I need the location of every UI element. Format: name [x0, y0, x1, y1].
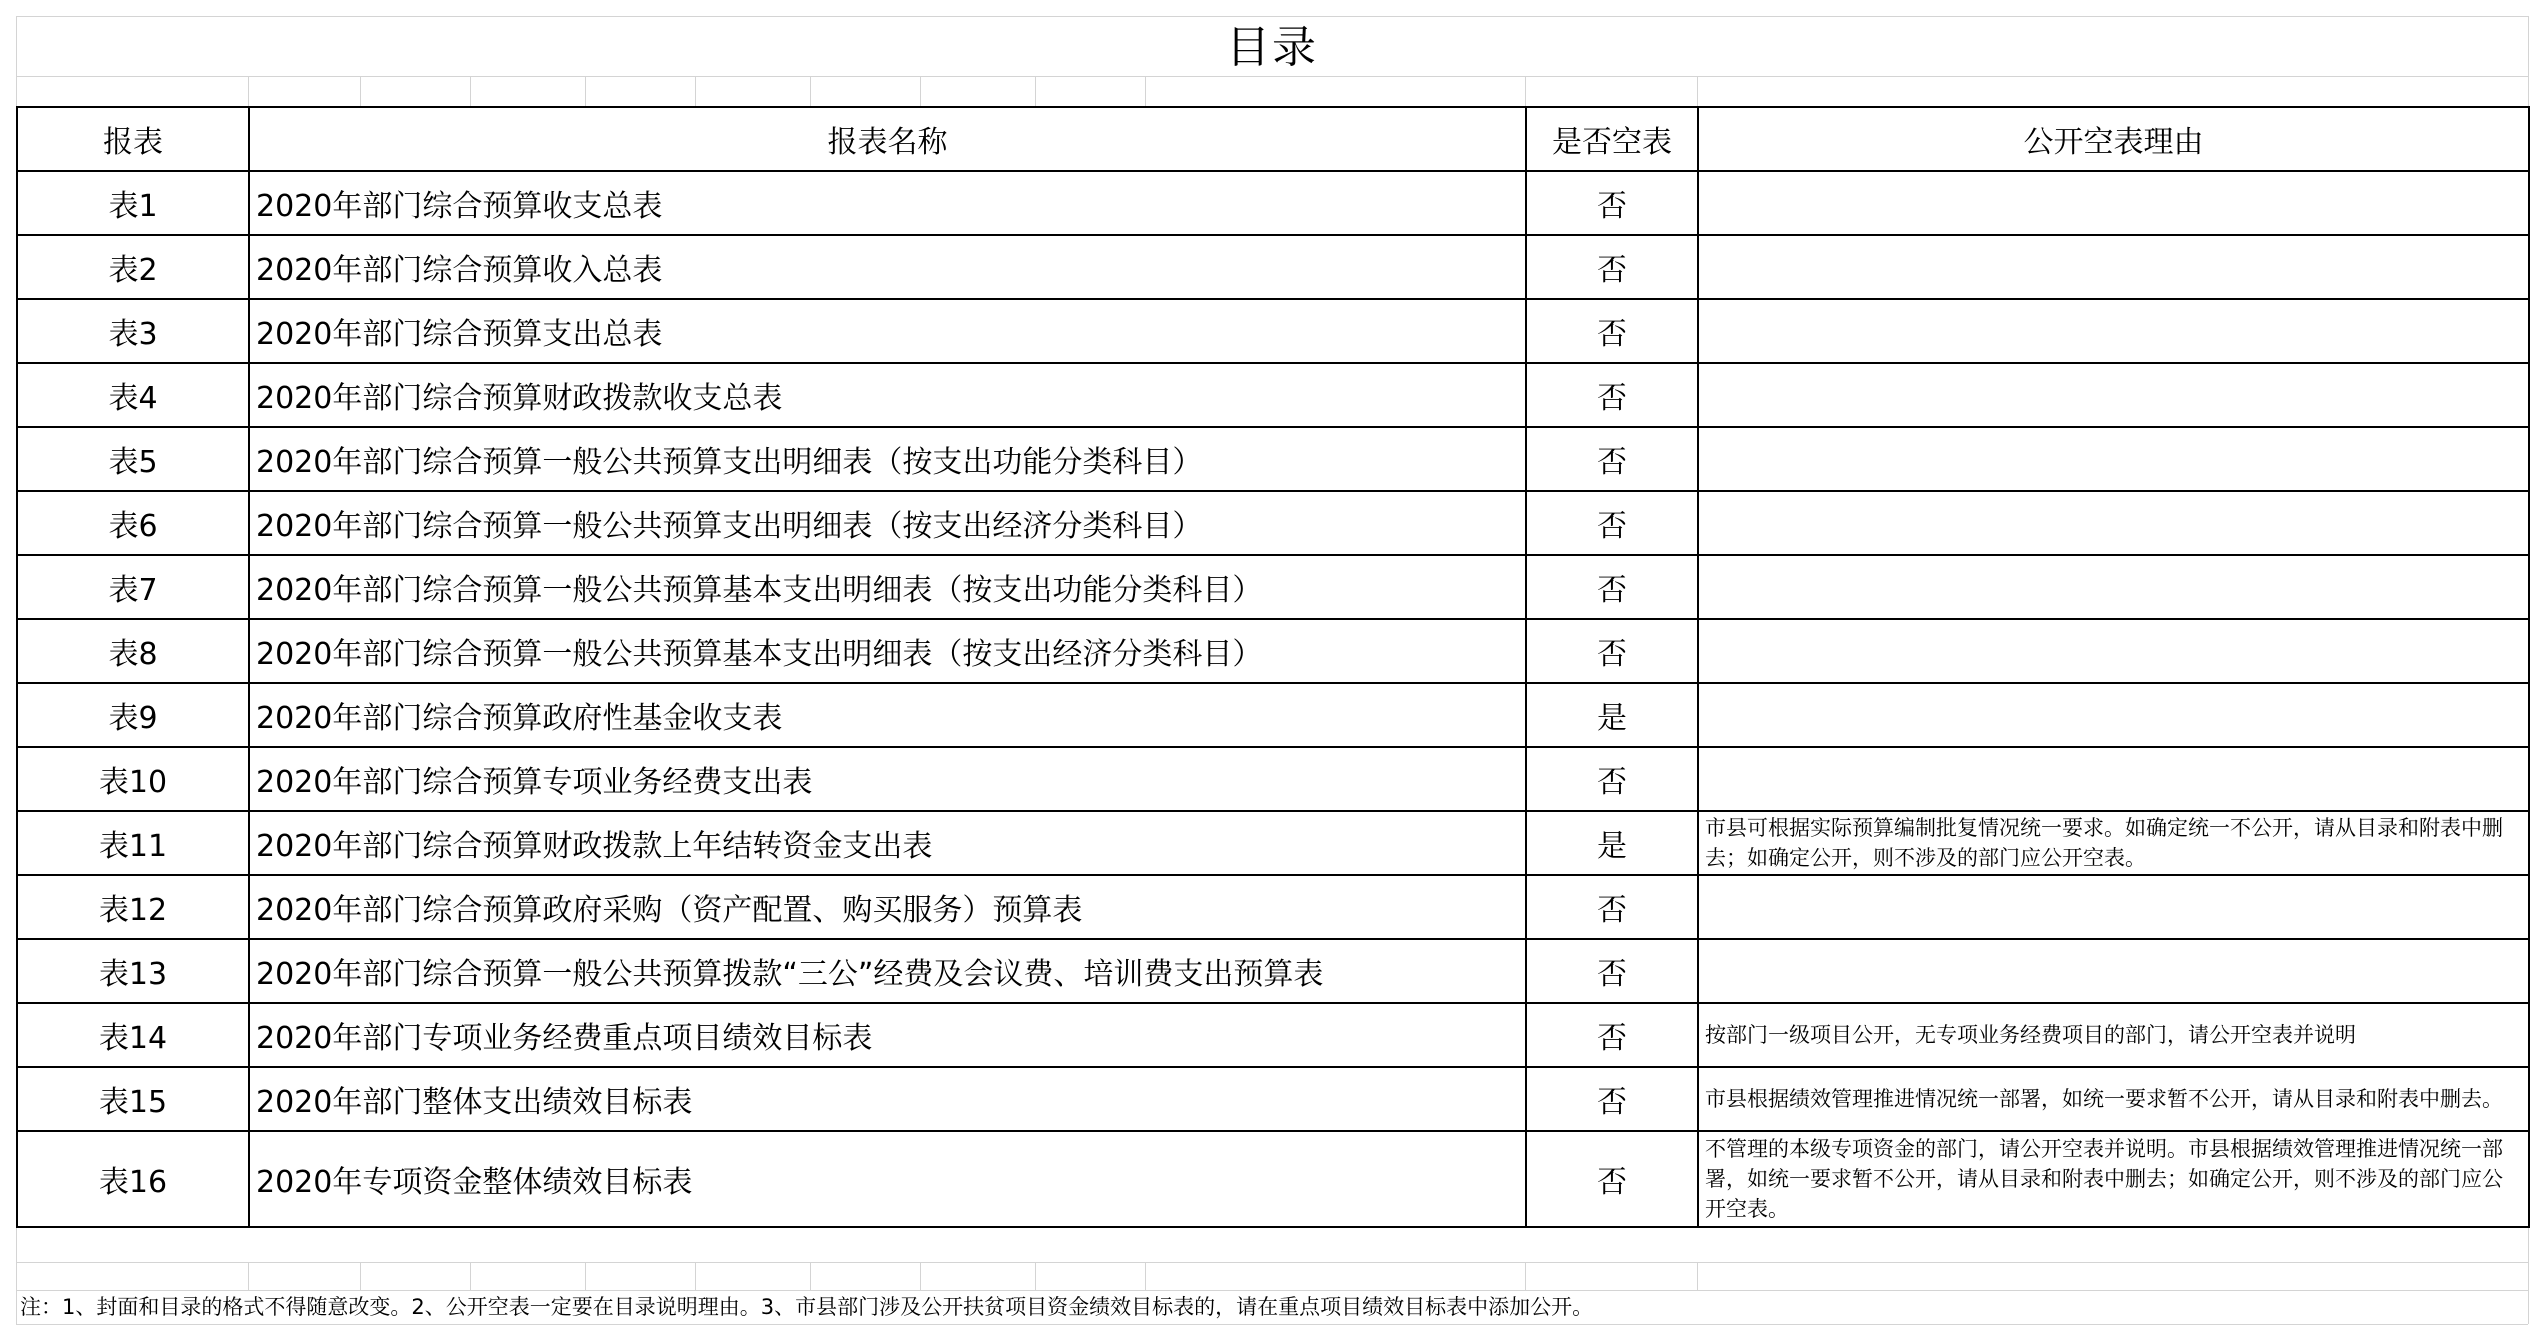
table-row — [17, 363, 2529, 427]
gridline — [360, 76, 361, 106]
report-id-cell[interactable]: 表1 — [17, 171, 249, 235]
gridline — [810, 76, 811, 106]
gridline — [360, 1262, 361, 1290]
report-id-cell[interactable]: 表14 — [17, 1003, 249, 1067]
gridline — [248, 1262, 249, 1290]
table-row — [17, 555, 2529, 619]
gridline — [1035, 76, 1036, 106]
gridline — [1035, 1262, 1036, 1290]
is-empty-cell[interactable]: 否 — [1526, 1003, 1698, 1067]
gridline — [1525, 1262, 1526, 1290]
table-row — [17, 1067, 2529, 1131]
report-name-cell[interactable]: 2020年部门综合预算财政拨款上年结转资金支出表 — [249, 811, 1526, 875]
reason-cell[interactable] — [1698, 491, 2529, 555]
report-id-cell[interactable]: 表11 — [17, 811, 249, 875]
reason-cell[interactable] — [1698, 555, 2529, 619]
gridline — [1145, 76, 1146, 106]
is-empty-cell[interactable]: 否 — [1526, 427, 1698, 491]
is-empty-cell[interactable]: 是 — [1526, 683, 1698, 747]
reason-cell[interactable]: 市县根据绩效管理推进情况统一部署，如统一要求暂不公开，请从目录和附表中删去。 — [1698, 1067, 2529, 1131]
reason-cell[interactable] — [1698, 427, 2529, 491]
report-name-cell[interactable]: 2020年部门综合预算政府采购（资产配置、购买服务）预算表 — [249, 875, 1526, 939]
is-empty-cell[interactable]: 否 — [1526, 363, 1698, 427]
reason-cell[interactable] — [1698, 235, 2529, 299]
table-row — [17, 939, 2529, 1003]
report-id-cell[interactable]: 表9 — [17, 683, 249, 747]
header-is-empty[interactable]: 是否空表 — [1526, 107, 1698, 171]
reason-cell[interactable] — [1698, 619, 2529, 683]
reason-cell[interactable] — [1698, 939, 2529, 1003]
reason-cell[interactable] — [1698, 747, 2529, 811]
reason-cell[interactable]: 按部门一级项目公开，无专项业务经费项目的部门，请公开空表并说明 — [1698, 1003, 2529, 1067]
report-id-cell[interactable]: 表12 — [17, 875, 249, 939]
is-empty-cell[interactable]: 是 — [1526, 811, 1698, 875]
gridline — [920, 76, 921, 106]
report-id-cell[interactable]: 表6 — [17, 491, 249, 555]
report-id-cell[interactable]: 表7 — [17, 555, 249, 619]
report-id-cell[interactable]: 表4 — [17, 363, 249, 427]
report-name-cell[interactable]: 2020年部门综合预算一般公共预算基本支出明细表（按支出经济分类科目） — [249, 619, 1526, 683]
report-name-cell[interactable]: 2020年部门综合预算收支总表 — [249, 171, 1526, 235]
is-empty-cell[interactable]: 否 — [1526, 747, 1698, 811]
gridline — [1145, 1262, 1146, 1290]
gridline — [810, 1262, 811, 1290]
table-row — [17, 235, 2529, 299]
report-id-cell[interactable]: 表13 — [17, 939, 249, 1003]
report-id-cell[interactable]: 表5 — [17, 427, 249, 491]
report-name-cell[interactable]: 2020年专项资金整体绩效目标表 — [249, 1131, 1526, 1227]
reason-cell[interactable] — [1698, 299, 2529, 363]
table-row — [17, 427, 2529, 491]
report-name-cell[interactable]: 2020年部门综合预算专项业务经费支出表 — [249, 747, 1526, 811]
report-id-cell[interactable]: 表15 — [17, 1067, 249, 1131]
gridline — [695, 1262, 696, 1290]
reason-cell[interactable] — [1698, 875, 2529, 939]
report-name-cell[interactable]: 2020年部门专项业务经费重点项目绩效目标表 — [249, 1003, 1526, 1067]
header-empty-reason[interactable]: 公开空表理由 — [1698, 107, 2529, 171]
table-row — [17, 299, 2529, 363]
report-name-cell[interactable]: 2020年部门综合预算政府性基金收支表 — [249, 683, 1526, 747]
is-empty-cell[interactable]: 否 — [1526, 171, 1698, 235]
gridline — [470, 76, 471, 106]
gridline — [470, 1262, 471, 1290]
header-report-name[interactable]: 报表名称 — [249, 107, 1526, 171]
report-name-cell[interactable]: 2020年部门综合预算支出总表 — [249, 299, 1526, 363]
table-row — [17, 747, 2529, 811]
is-empty-cell[interactable]: 否 — [1526, 299, 1698, 363]
reason-cell[interactable]: 市县可根据实际预算编制批复情况统一要求。如确定统一不公开，请从目录和附表中删去；如确定公开，则不涉及的部门应公开空表。 — [1698, 811, 2529, 875]
gridline — [16, 76, 2528, 77]
report-id-cell[interactable]: 表2 — [17, 235, 249, 299]
is-empty-cell[interactable]: 否 — [1526, 619, 1698, 683]
report-id-cell[interactable]: 表16 — [17, 1131, 249, 1227]
report-name-cell[interactable]: 2020年部门综合预算一般公共预算拨款“三公”经费及会议费、培训费支出预算表 — [249, 939, 1526, 1003]
page-title: 目录 — [1226, 22, 1318, 73]
header-report[interactable]: 报表 — [17, 107, 249, 171]
reason-cell[interactable] — [1698, 171, 2529, 235]
report-name-cell[interactable]: 2020年部门综合预算财政拨款收支总表 — [249, 363, 1526, 427]
is-empty-cell[interactable]: 否 — [1526, 1131, 1698, 1227]
reason-cell[interactable] — [1698, 363, 2529, 427]
report-id-cell[interactable]: 表8 — [17, 619, 249, 683]
table-row — [17, 171, 2529, 235]
table-row — [17, 811, 2529, 875]
gridline — [16, 1262, 2528, 1263]
report-id-cell[interactable]: 表3 — [17, 299, 249, 363]
reason-cell[interactable]: 不管理的本级专项资金的部门，请公开空表并说明。市县根据绩效管理推进情况统一部署，如统一要求暂不公开，请从目录和附表中删去；如确定公开，则不涉及的部门应公开空表。 — [1698, 1131, 2529, 1227]
table-row — [17, 619, 2529, 683]
is-empty-cell[interactable]: 否 — [1526, 555, 1698, 619]
table-row — [17, 1003, 2529, 1067]
reason-cell[interactable] — [1698, 683, 2529, 747]
gridline — [16, 1324, 2528, 1325]
is-empty-cell[interactable]: 否 — [1526, 1067, 1698, 1131]
gridline — [585, 1262, 586, 1290]
gridline — [248, 76, 249, 106]
gridline — [1697, 1262, 1698, 1290]
report-name-cell[interactable]: 2020年部门综合预算一般公共预算支出明细表（按支出经济分类科目） — [249, 491, 1526, 555]
footnote: 注：1、封面和目录的格式不得随意改变。2、公开空表一定要在目录说明理由。3、市县部门涉及公开扶贫项目资金绩效目标表的，请在重点项目绩效目标表中添加公开。 — [20, 1295, 1594, 1319]
report-id-cell[interactable]: 表10 — [17, 747, 249, 811]
gridline — [1697, 76, 1698, 106]
is-empty-cell[interactable]: 否 — [1526, 875, 1698, 939]
table-row — [17, 1131, 2529, 1227]
catalog-table — [16, 106, 2530, 1228]
gridline — [16, 1290, 2528, 1291]
report-name-cell[interactable]: 2020年部门综合预算一般公共预算基本支出明细表（按支出功能分类科目） — [249, 555, 1526, 619]
is-empty-cell[interactable]: 否 — [1526, 491, 1698, 555]
gridline — [1525, 76, 1526, 106]
gridline — [585, 76, 586, 106]
is-empty-cell[interactable]: 否 — [1526, 939, 1698, 1003]
gridline — [695, 76, 696, 106]
header-row — [17, 107, 2529, 171]
gridline — [920, 1262, 921, 1290]
table-row — [17, 491, 2529, 555]
table-row — [17, 683, 2529, 747]
report-name-cell[interactable]: 2020年部门综合预算一般公共预算支出明细表（按支出功能分类科目） — [249, 427, 1526, 491]
report-name-cell[interactable]: 2020年部门整体支出绩效目标表 — [249, 1067, 1526, 1131]
table-row — [17, 875, 2529, 939]
report-name-cell[interactable]: 2020年部门综合预算收入总表 — [249, 235, 1526, 299]
is-empty-cell[interactable]: 否 — [1526, 235, 1698, 299]
